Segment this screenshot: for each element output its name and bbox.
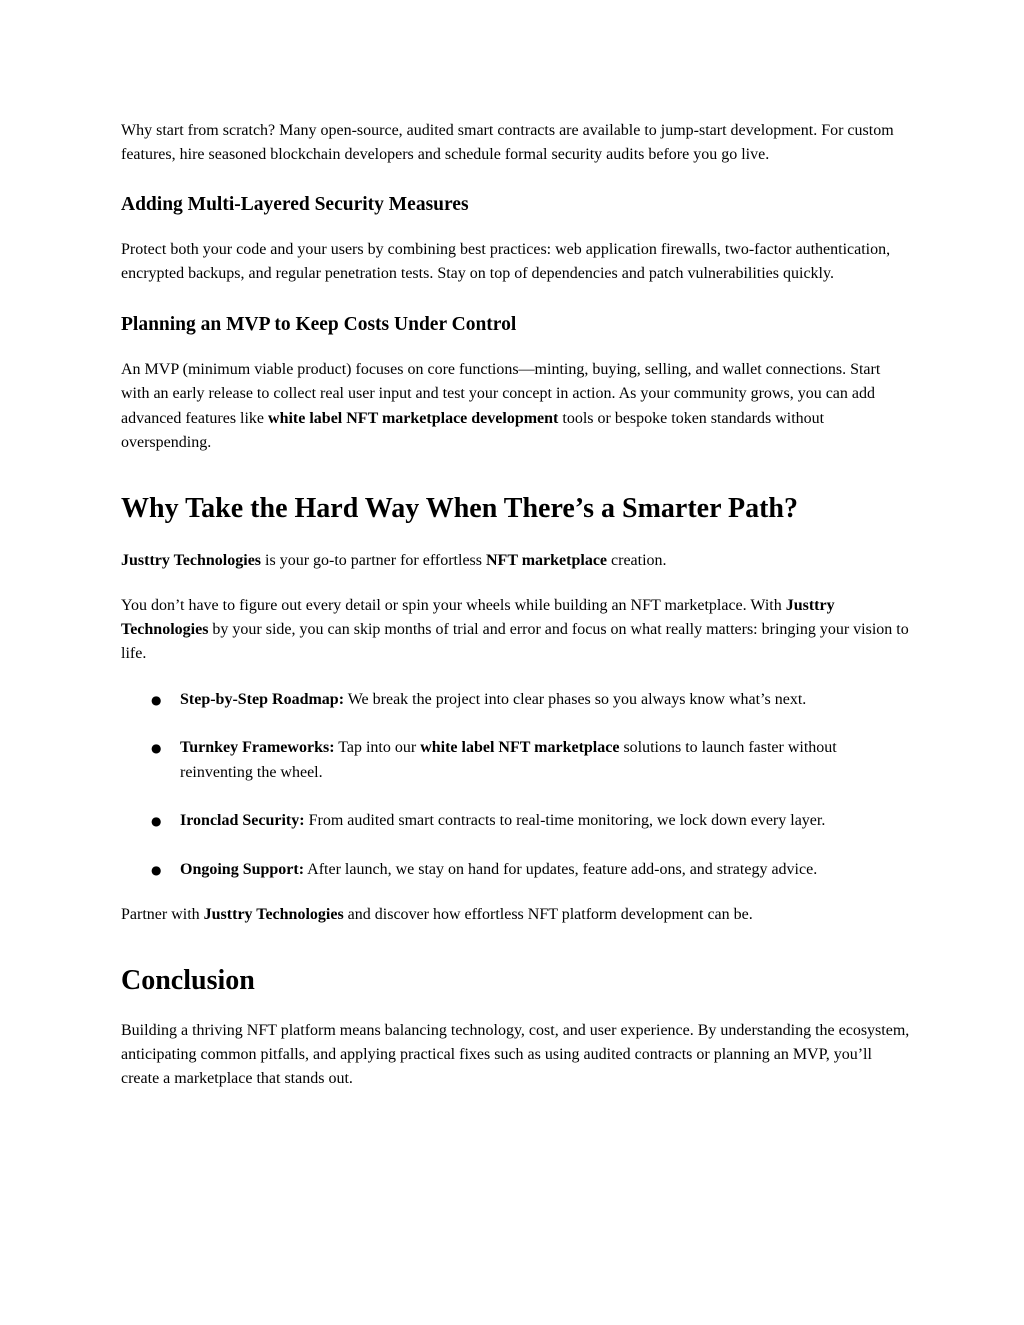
list-item-text: From audited smart contracts to real‑time monitoring, we lock down every layer.: [304, 812, 826, 830]
mvp-text-before: An MVP (minimum viable product) focuses on core functions—minting, buying, selling, and wallet connections. Start with an early release to collect real user input and test your concept in action. As your community grows, you can add advanced features like: [121, 361, 881, 427]
document-page: [121, 119, 911, 1092]
benefits-list: [121, 688, 911, 883]
bullet-icon: ●: [151, 692, 162, 707]
list-item-frameworks: [121, 736, 911, 785]
conclusion-heading: Conclusion: [121, 964, 255, 996]
list-item-label: Turnkey Frameworks:: [180, 739, 335, 757]
security-paragraph: Protect both your code and your users by combining best practices: web application firewalls, two‑factor authentication, encrypted backups, and regular penetration tests. Stay on top of dependencies and patch vulnerabilities quickly.: [121, 240, 891, 282]
body-text-before: You don’t have to figure out every detail or spin your wheels while building an NFT marketplace. With: [121, 596, 786, 614]
mvp-heading: Planning an MVP to Keep Costs Under Control: [121, 314, 517, 336]
list-item-security: [121, 809, 911, 833]
lead-bold-phrase: NFT marketplace: [486, 552, 608, 570]
list-item-bold-phrase: white label NFT marketplace: [420, 739, 620, 757]
list-item-text-after: solutions to launch faster without reinventing the wheel.: [180, 739, 837, 781]
company-name: Justtry Technologies: [121, 596, 835, 638]
list-item-label: Step‑by‑Step Roadmap:: [180, 690, 345, 708]
partner-text-after: and discover how effortless NFT platform development can be.: [343, 905, 753, 923]
mvp-bold-phrase: white label NFT marketplace development: [268, 409, 559, 427]
intro-paragraph: Why start from scratch? Many open‑source, audited smart contracts are available to jump‑start development. For custom features, hire seasoned blockchain developers and schedule formal security audits before you go live.: [121, 122, 894, 164]
partner-paragraph: [121, 903, 911, 927]
list-item-roadmap: [121, 688, 911, 712]
list-item-label: Ongoing Support:: [180, 861, 305, 879]
list-item-label: Ironclad Security:: [180, 812, 305, 830]
smarter-path-heading: Why Take the Hard Way When There’s a Smarter Path?: [121, 493, 798, 525]
company-name: Justtry Technologies: [203, 905, 344, 923]
conclusion-paragraph: Building a thriving NFT platform means balancing technology, cost, and user experience. By understanding the ecosystem, anticipating common pitfalls, and applying practical fixes such as using audited contracts or planning an MVP, you’ll create a marketplace that stands out.: [121, 1021, 910, 1088]
smarter-body-paragraph: [121, 594, 911, 667]
smarter-lead-paragraph: [121, 549, 911, 573]
company-name: Justtry Technologies: [121, 552, 262, 570]
list-item-text: Tap into our: [334, 739, 421, 757]
list-item-text: After launch, we stay on hand for updates, feature add‑ons, and strategy advice.: [304, 861, 818, 879]
bullet-icon: ●: [151, 741, 162, 756]
lead-text-end: creation.: [607, 552, 667, 570]
security-heading: Adding Multi‑Layered Security Measures: [121, 193, 469, 215]
body-text-after: by your side, you can skip months of trial and error and focus on what really matters: bringing your vision to life.: [121, 620, 909, 663]
mvp-text-after: tools or bespoke token standards without overspending.: [121, 409, 825, 452]
list-item-support: [121, 858, 911, 882]
list-item-text: We break the project into clear phases so you always know what’s next.: [344, 690, 807, 708]
mvp-paragraph: [121, 358, 911, 455]
partner-text-before: Partner with: [121, 905, 204, 923]
bullet-icon: ●: [151, 814, 162, 829]
lead-text: is your go‑to partner for effortless: [261, 552, 486, 570]
bullet-icon: ●: [151, 863, 162, 878]
